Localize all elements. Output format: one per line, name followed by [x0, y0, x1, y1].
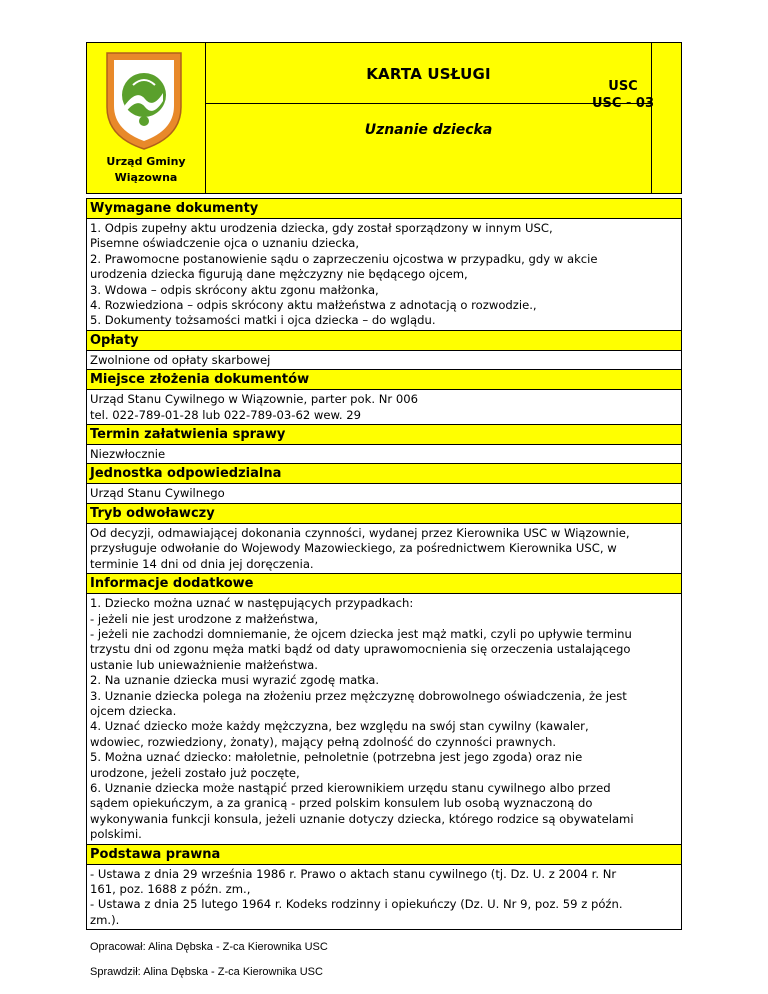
section-line: 161, poz. 1688 z późn. zm.,	[90, 882, 251, 896]
section-line: Niezwłocznie	[90, 447, 166, 462]
section-line: przysługuje odwołanie do Wojewody Mazowieckiego, za pośrednictwem Kierownika USC, w	[90, 541, 617, 556]
page-title: KARTA USŁUGI	[366, 65, 491, 83]
section-line: - Ustawa z dnia 29 września 1986 r. Prawo o aktach stanu cywilnego (tj. Dz. U. z 2004 r. Nr	[90, 866, 617, 881]
office-line-2: Wiązowna	[114, 171, 178, 184]
section-line: 5. Dokumenty tożsamości matki i ojca dziecka – do wglądu.	[90, 313, 436, 328]
section-line: 5. Można uznać dziecko: małoletnie, pełnoletnie (potrzebna jest jego zgoda) oraz nie	[90, 750, 583, 765]
office-line-1: Urząd Gminy	[106, 155, 186, 168]
section-line: trzystu dni od zgonu męża matki bądź od daty uprawomocnienia się orzeczenia ustalającego	[90, 642, 631, 657]
section-line: 3. Wdowa – odpis skrócony aktu zgonu małżonka,	[90, 282, 379, 297]
code-line-2: USC - 03	[592, 96, 654, 111]
section-line: Zwolnione od opłaty skarbowej	[90, 352, 271, 367]
section-line: ojcem dziecka.	[90, 703, 177, 718]
code-line-1: USC	[608, 79, 638, 94]
page-subtitle: Uznanie dziecka	[364, 122, 493, 138]
section-heading: Jednostka odpowiedzialna	[87, 463, 681, 483]
footer-prepared: Opracował: Alina Dębska - Z-ca Kierownika USC	[90, 941, 328, 953]
section-line: 1. Odpis zupełny aktu urodzenia dziecka, gdy został sporządzony w innym USC,	[90, 221, 553, 235]
section-heading: Wymagane dokumenty	[87, 199, 681, 218]
divider	[651, 43, 652, 193]
section-body	[87, 389, 681, 424]
section-heading: Tryb odwoławczy	[87, 503, 681, 523]
section-line: 4. Uznać dziecko może każdy mężczyzna, bez względu na swój stan cywilny (kawaler,	[90, 719, 589, 734]
section-heading: Opłaty	[87, 330, 681, 350]
logo-cell	[87, 43, 205, 193]
section-line: tel. 022-789-01-28 lub 022-789-03-62 wew. 29	[90, 407, 362, 422]
section-heading: Termin załatwienia sprawy	[87, 424, 681, 444]
section-line: 1. Dziecko można uznać w następujących przypadkach:	[90, 596, 414, 611]
office-name	[87, 154, 205, 186]
section-line: urodzenia dziecka figurują dane mężczyzny nie będącego ojcem,	[90, 267, 468, 282]
section-line: 2. Na uznanie dziecka musi wyrazić zgodę matka.	[90, 673, 380, 688]
section-line: wdowiec, rozwiedziony, żonaty), mający pełną zdolność do czynności prawnych.	[90, 734, 557, 749]
section-line: 2. Prawomocne postanowienie sądu o zaprzeczeniu ojcostwa w przypadku, gdy w akcie	[90, 251, 598, 266]
section-body	[87, 483, 681, 502]
section-line: Urząd Stanu Cywilnego w Wiązownie, parter pok. Nr 006	[90, 392, 418, 407]
section-line: polskimi.	[90, 827, 142, 842]
section-line: Pisemne oświadczenie ojca o uznaniu dziecka,	[90, 236, 360, 251]
section-body	[87, 444, 681, 463]
section-body	[87, 350, 681, 369]
section-line: Od decyzji, odmawiającej dokonania czynności, wydanej przez Kierownika USC w Wiązownie,	[90, 525, 630, 540]
service-code	[564, 78, 682, 112]
section-heading: Informacje dodatkowe	[87, 573, 681, 593]
content-table	[86, 198, 682, 930]
section-line: - Ustawa z dnia 25 lutego 1964 r. Kodeks rodzinny i opiekuńczy (Dz. U. Nr 9, poz. 59 z późn.	[90, 897, 623, 912]
section-line: urodzone, jeżeli zostało już poczęte,	[90, 765, 300, 780]
section-body	[87, 523, 681, 573]
section-body	[87, 593, 681, 844]
footer-checked: Sprawdził: Alina Dębska - Z-ca Kierownika USC	[90, 966, 323, 978]
section-line: terminie 14 dni od dnia jej doręczenia.	[90, 556, 314, 571]
section-line: Urząd Stanu Cywilnego	[90, 486, 225, 501]
section-heading: Miejsce złożenia dokumentów	[87, 369, 681, 389]
coat-of-arms-logo	[103, 49, 185, 151]
section-line: wykonywania funkcji konsula, jeżeli uznanie dotyczy dziecka, którego rodzice są obywatelami	[90, 811, 634, 826]
section-line: sądem opiekuńczym, a za granicą - przed polskim konsulem lub osobą wyznaczoną do	[90, 796, 593, 811]
section-line: 3. Uznanie dziecka polega na złożeniu przez mężczyznę dobrowolnego oświadczenia, że jest	[90, 688, 627, 703]
header-table	[86, 42, 682, 194]
section-line: zm.).	[90, 912, 120, 927]
section-body	[87, 864, 681, 930]
section-line: 6. Uznanie dziecka może nastąpić przed kierownikiem urzędu stanu cywilnego albo przed	[90, 780, 611, 795]
section-line: - jeżeli nie jest urodzone z małżeństwa,	[90, 611, 319, 626]
section-body	[87, 218, 681, 330]
section-heading: Podstawa prawna	[87, 844, 681, 864]
section-line: ustanie lub unieważnienie małżeństwa.	[90, 657, 318, 672]
section-line: 4. Rozwiedziona – odpis skrócony aktu małżeństwa z adnotacją o rozwodzie.,	[90, 298, 537, 313]
section-line: - jeżeli nie zachodzi domniemanie, że ojcem dziecka jest mąż matki, czyli po upływie terminu	[90, 626, 632, 641]
